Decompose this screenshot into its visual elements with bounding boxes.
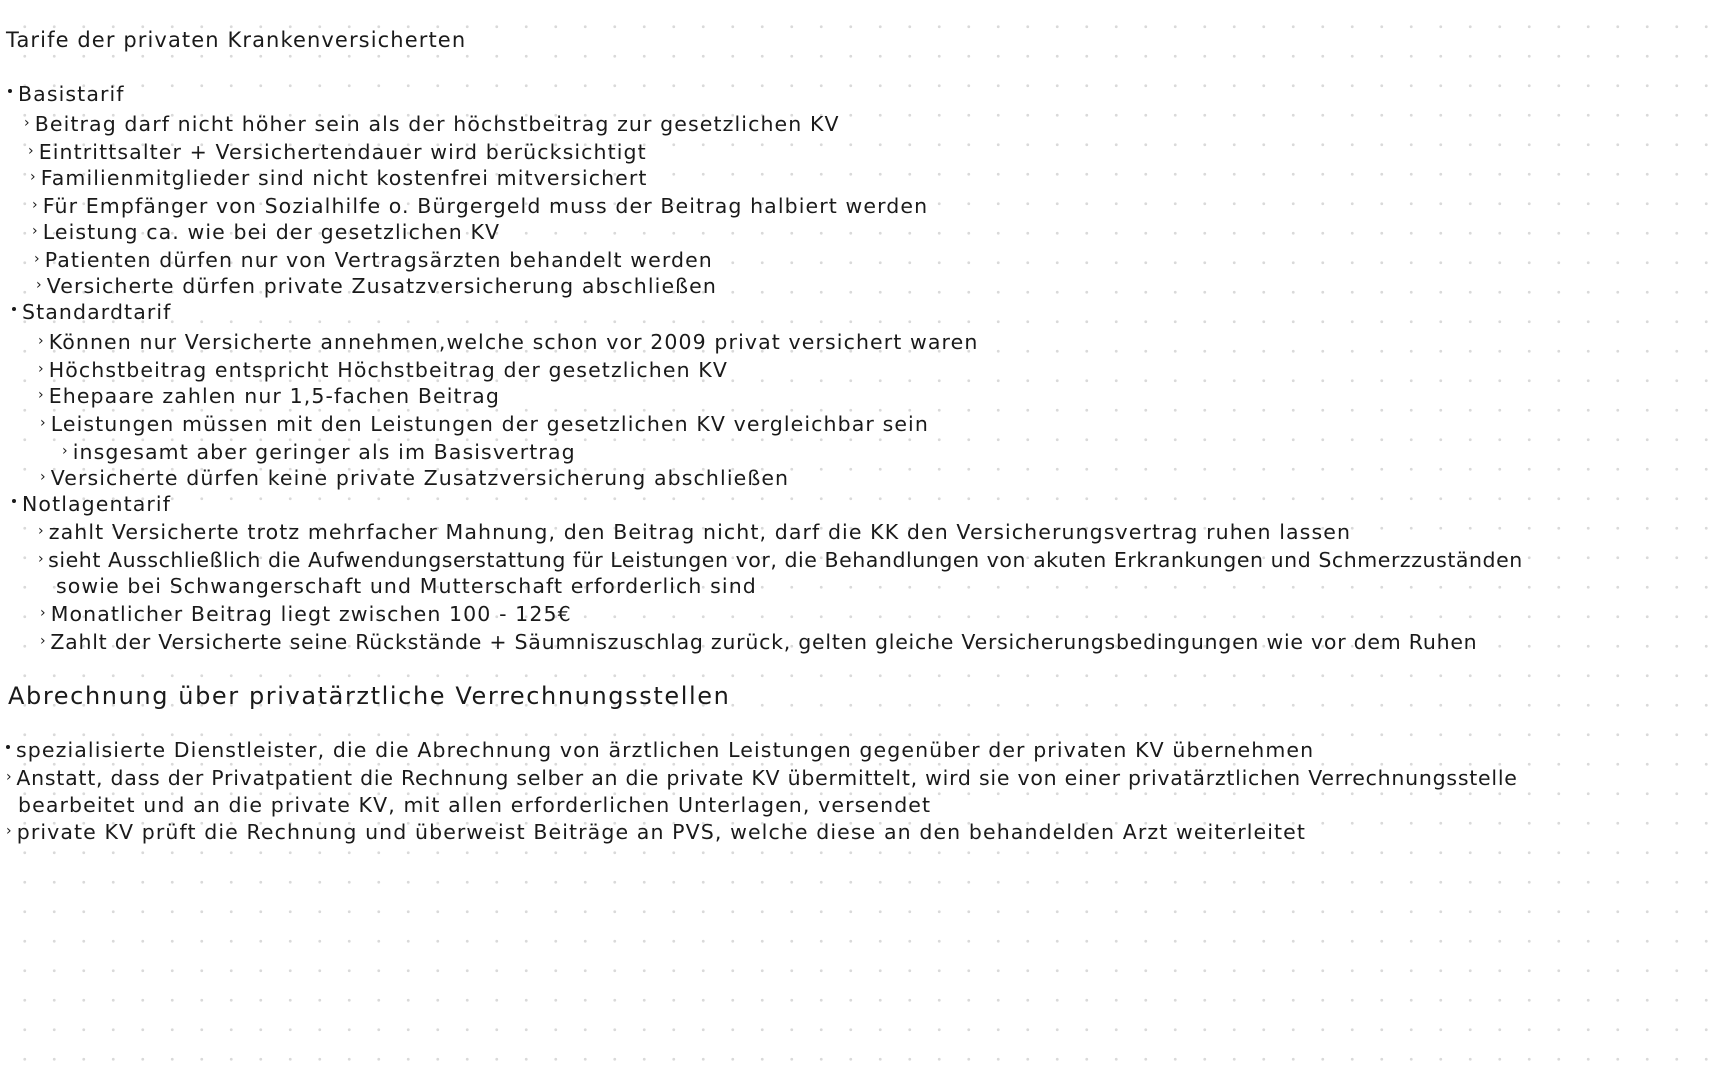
list-item (38, 550, 1523, 571)
list-item-text: Für Empfänger von Sozialhilfe o. Bürgergeld muss der Beitrag halbiert werden (42, 194, 929, 218)
chevron-right-icon: › (38, 361, 45, 377)
list-item (32, 196, 928, 217)
list-item (40, 604, 572, 625)
list-item-text: Anstatt, dass der Privatpatient die Rechnung selber an die private KV übermittelt, wird sie von einer privatärztlichen Verrechnungsstelle (16, 766, 1518, 790)
bullet-dot (12, 307, 16, 311)
section-heading-basistarif (8, 84, 125, 105)
chevron-right-icon: › (38, 333, 45, 349)
chevron-right-icon: › (38, 523, 45, 539)
chevron-right-icon: › (32, 223, 39, 239)
list-item (38, 332, 978, 353)
chevron-right-icon: › (40, 633, 47, 649)
list-item-text: Leistung ca. wie bei der gesetzlichen KV (42, 220, 501, 244)
chevron-right-icon: › (40, 415, 47, 431)
chevron-right-icon: › (34, 251, 41, 267)
list-item (34, 250, 713, 271)
list-item (40, 414, 929, 435)
page-title: Tarife der privaten Krankenversicherten (6, 28, 467, 52)
list-item-text: Können nur Versicherte annehmen,welche schon vor 2009 privat versichert waren (48, 330, 979, 354)
list-item (30, 168, 648, 189)
bullet-dot (6, 745, 10, 749)
list-item-text: zahlt Versicherte trotz mehrfacher Mahnung, den Beitrag nicht, darf die KK den Versicherungsvertrag ruhen lassen (48, 520, 1352, 544)
list-item-text: private KV prüft die Rechnung und überweist Beiträge an PVS, welche diese an den behandelden Arzt weiterleitet (16, 820, 1307, 844)
chevron-right-icon: › (30, 169, 37, 185)
list-item (6, 822, 1306, 843)
abrechnung-heading: Abrechnung über privatärztliche Verrechnungsstellen (8, 682, 731, 710)
chevron-right-icon: › (38, 551, 45, 567)
list-item (36, 276, 717, 297)
bullet-dot (12, 499, 16, 503)
chevron-right-icon: › (62, 443, 69, 459)
section-heading-text: Basistarif (18, 82, 125, 106)
list-item-continuation: sowie bei Schwangerschaft und Mutterschaft erforderlich sind (56, 574, 757, 598)
chevron-right-icon: › (40, 469, 47, 485)
section-heading-notlagentarif (12, 494, 171, 515)
list-item-text: Ehepaare zahlen nur 1,5-fachen Beitrag (48, 384, 500, 408)
list-item-sub (62, 442, 576, 463)
list-item (32, 222, 500, 243)
chevron-right-icon: › (6, 823, 13, 839)
chevron-right-icon: › (6, 769, 13, 785)
list-item-text: Patienten dürfen nur von Vertragsärzten behandelt werden (44, 248, 713, 272)
list-item (24, 114, 840, 135)
list-item (28, 142, 647, 163)
list-item (40, 632, 1477, 653)
list-item-text: sieht Ausschließlich die Aufwendungserstattung für Leistungen vor, die Behandlungen von akuten Erkrankungen und Schmerzzuständen (48, 548, 1523, 572)
list-item-text: Höchstbeitrag entspricht Höchstbeitrag der gesetzlichen KV (48, 358, 728, 382)
chevron-right-icon: › (40, 605, 47, 621)
chevron-right-icon: › (36, 277, 43, 293)
chevron-right-icon: › (24, 115, 31, 131)
list-item-text: insgesamt aber geringer als im Basisvertrag (72, 440, 576, 464)
section-heading-standardtarif (12, 302, 172, 323)
list-item (40, 468, 789, 489)
list-item-text: Versicherte dürfen keine private Zusatzversicherung abschließen (50, 466, 790, 490)
chevron-right-icon: › (28, 143, 35, 159)
bullet-dot (8, 89, 12, 93)
section-heading-text: Standardtarif (22, 300, 172, 324)
list-item (38, 360, 728, 381)
list-item-text: spezialisierte Dienstleister, die die Abrechnung von ärztlichen Leistungen gegenüber der privaten KV übernehmen (16, 738, 1315, 762)
section-heading-text: Notlagentarif (22, 492, 172, 516)
chevron-right-icon: › (38, 387, 45, 403)
list-item-text: Eintrittsalter + Versichertendauer wird berücksichtigt (38, 140, 647, 164)
list-item-text: Familienmitglieder sind nicht kostenfrei mitversichert (40, 166, 648, 190)
list-item-text: Monatlicher Beitrag liegt zwischen 100 - 125€ (50, 602, 572, 626)
list-item-text: Leistungen müssen mit den Leistungen der gesetzlichen KV vergleichbar sein (50, 412, 929, 436)
list-item-text: Beitrag darf nicht höher sein als der höchstbeitrag zur gesetzlichen KV (34, 112, 840, 136)
list-item (6, 768, 1518, 789)
list-item-text: Zahlt der Versicherte seine Rückstände + Säumniszuschlag zurück, gelten gleiche Versicherungsbedingungen wie vor dem Ruhen (50, 630, 1478, 654)
list-item (38, 386, 500, 407)
list-item (38, 522, 1351, 543)
list-item-text: Versicherte dürfen private Zusatzversicherung abschließen (46, 274, 717, 298)
list-item (6, 740, 1314, 761)
list-item-continuation: bearbeitet und an die private KV, mit allen erforderlichen Unterlagen, versendet (18, 793, 932, 817)
chevron-right-icon: › (32, 197, 39, 213)
